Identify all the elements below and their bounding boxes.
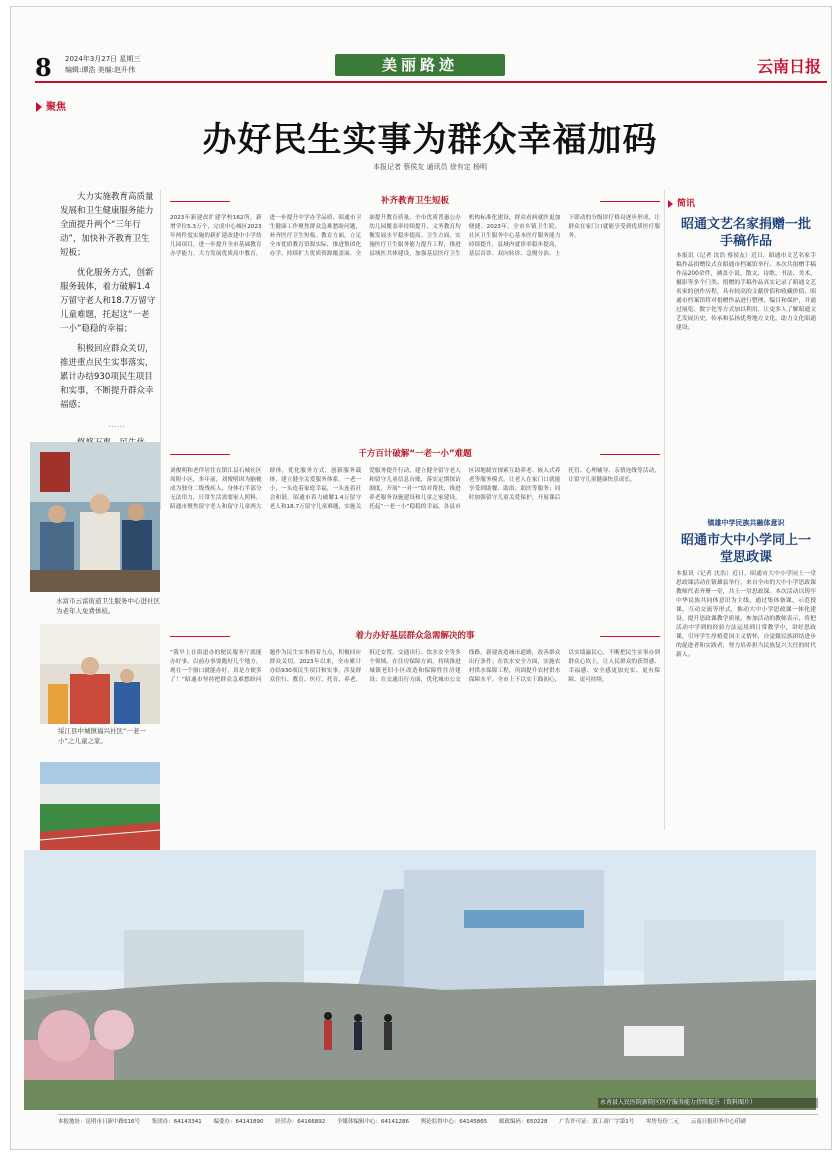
school-campus-photo [40,762,160,854]
footer-item: 集团办：64143341 [151,1119,202,1125]
elderly-checkup-photo [30,442,160,592]
footer-item: 经营办：64166892 [275,1119,326,1125]
section-heading: 着力办好基层群众急需解决的事 [170,630,660,643]
headline: 办好民生实事为群众幸福加码 [202,120,658,160]
footer-item: 全媒体编辑中心：64141286 [337,1119,409,1125]
footer-item: 零售每份二元 [646,1119,680,1125]
issue-date: 2024年3月27日 星期三 [65,55,141,63]
sidebar-article-body: 本报讯（记者 沈浩 蔡侯友）近日，昭通市文艺名家手稿作品捐赠仪式在昭通市档案馆举行。本次共捐赠手稿作品200余件，涵盖小说、散文、诗歌、书法、美术、摄影等多个门类。捐赠的手稿作品真实记录了昭通文艺名家的创作历程，具有较高的文献价值和收藏价值。昭通市档案馆将对捐赠作品进行整理、编目和保护，并通过展览、数字化等方式加以利用，让更多人了解昭通文艺发展历史，传承和弘扬优秀地方文化，助力文化昭通建设。 [676,253,816,331]
sidebar-divider [664,190,665,830]
column-divider [160,190,161,510]
children-home-photo [40,624,160,724]
paper-logo: 云南日报 [756,57,821,76]
footer-item: 编委办：64141890 [213,1119,264,1125]
footer-item: 舆论监督中心：64145865 [420,1119,488,1125]
arrow-icon [36,102,42,112]
photo-caption: 绥江县中城镇福兴社区“一老一小”之儿童之家。 [58,727,146,745]
photo-caption: 永善县人民医院新院区医疗服务能力持续提升（资料图片） [598,1098,818,1108]
section-body: 2023年新建改扩建学校162所，新增学位5.3万个，完成中心城区2023年两件度实施的新扩建改建中小学幼儿园项目，进一步提升全市基础教育办学能力。大力发展优质高中教育，进一步提升中学办学品质，昭通市卫生健康工作聚焦群众急难愁盼问题，补齐医疗卫生短板。教育方面，立足全市优质教育资源实际，推进集团化办学，持续扩大优质资源覆盖面，全面提升教育质量。全市优质普惠公办幼儿园覆盖率持续提升，义务教育均衡发展水平稳步提高。卫生方面，实施医疗卫生服务能力提升工程，推进县域医共体建设，加强基层医疗卫生机构标准化建设，群众看病就医更加便捷。2023年，全市乡镇卫生院、社区卫生服务中心基本医疗服务能力持续提升，县域内就诊率稳步提高，基层首诊、双向转诊、急慢分治、上下联动的分级诊疗格局逐步形成，让群众在家门口就能享受到优质医疗服务。 [170,215,660,257]
sidebar-article-body: 本报讯（记者 沈浩）近日，昭通市大中小学同上一堂思政课活动在镇雄县举行，来自全市的大中小学思政课教师代表齐聚一堂，共上一堂思政课。本次活动以铸牢中华民族共同体意识为主线，通过集体备课、示范授课、互动交流等形式，推动大中小学思政课一体化建设，提升思政课教学质量。参加活动的教师表示，将把活动中学到的经验方法运用到日常教学中，讲好思政课，引导学生厚植爱国主义情怀，自觉做民族团结进步的促进者和实践者，努力培养担当民族复兴大任的时代新人。 [676,571,816,658]
footer-item: 云南日报印务中心印刷 [690,1119,746,1125]
masthead [35,51,827,83]
sidebar-kicker: 镇雄中学民族共融体意识 [707,519,785,527]
arrow-icon [668,200,673,208]
photo-caption: 水富市云富街道卫生服务中心进社区为老年人免费体检。 [56,597,160,615]
section-body: “我早上在街道办的便民服务厅就能办好事，以前办事要跑好几个地方，现在一个窗口就能办好，真是方便多了！”昭通市坚持把群众急难愁盼问题作为民生实事的着力点，积极回应群众关切。2023年以来，全市累计办结930项民生项目和实事，涉及群众住行、教育、医疗、托育、养老、拆迁安置、交通出行、饮水安全等多个领域。在住房保障方面，持续推进城镇老旧小区改造和保障性住房建设；在交通出行方面，优化城市公交线路，新建改造城市道路，改善群众出行条件；在饮水安全方面，实施农村供水保障工程，巩固提升农村供水保障水平。全市上下以实干践初心，以实绩赢民心，不断把民生实事办到群众心坎上，让人民群众的获得感、幸福感、安全感更加充实、更有保障、更可持续。 [170,650,660,683]
footer-item: 本报地址：昆明市日新中路516号 [58,1119,140,1125]
footer-item: 邮政编码：650228 [499,1119,548,1125]
sidebar-tag: 简讯 [668,196,695,209]
footer-item: 广告许可证：滇工商广字第1号 [559,1119,635,1125]
byline: 本报记者 蔡侯友 通讯员 徐有定 杨明 [373,163,487,171]
page-number: 8 [35,53,52,82]
section-heading: 千方百计破解“一老一小”难题 [170,448,660,461]
editor-credit: 编辑:谭浩 美编:赵升伟 [65,66,135,74]
lead-paragraph: 积极回应群众关切，推进重点民生实事落实，累计办结930项民生项目和实事，不断提升群众幸福感； [60,344,154,410]
column-banner: 美丽路迹 [335,54,505,76]
sidebar-article-title: 昭通文艺名家捐赠一批手稿作品 [680,217,811,249]
lead-paragraph: 优化服务方式，创新服务载体，着力破解1.4万留守老人和18.7万留守儿童难题，托起这“一老一小”稳稳的幸福； [60,268,156,334]
footer [58,1114,818,1129]
section-heading: 补齐教育卫生短板 [170,195,660,208]
lead-ellipsis: …… [108,420,125,430]
section-tag: 聚焦 [36,98,66,113]
sidebar-article-title: 昭通市大中小学同上一堂思政课 [680,533,811,565]
section-body: 刘俊明和老伴居住在镇江县石城社区周附小区，多年前，刘俊明因为脑梗成为独身二级残疾人，身体右半部分无法用力，日常生活需要家人照料。昭通市聚焦留守老人和留守儿童两大群体，优化服务方式，创新服务载体，建立健全关爱服务体系。一老一小，一头连着家庭幸福，一头连着社会和谐。昭通市着力破解1.4万留守老人和18.7万留守儿童难题，实施关爱服务提升行动，建立健全留守老人和留守儿童信息台账，落实定期探访制度，开展“一对一”结对帮扶，推进养老服务设施建设和儿童之家建设，托起“一老一小”稳稳的幸福。各县市区因地制宜探索互助养老、嵌入式养老等服务模式，让老人在家门口就能享受到助餐、助浴、助医等服务；同时加强留守儿童关爱保护，开展课后托管、心理辅导、亲情连线等活动，让留守儿童健康快乐成长。 [170,468,660,510]
lead-paragraph: 大力实施教育高质量发展和卫生健康服务能力全面提升两个“三年行动”，加快补齐教育卫生短板； [60,192,154,258]
hospital-campus-photo [24,850,816,1110]
